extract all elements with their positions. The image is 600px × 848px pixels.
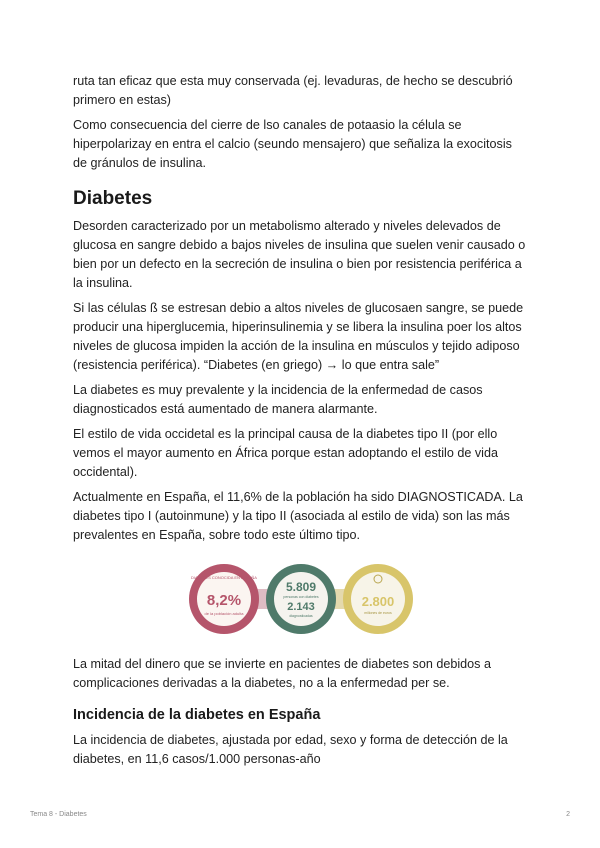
infographic-graphic [186, 561, 416, 637]
paragraph: La mitad del dinero que se invierte en pacientes de diabetes son debidos a complicaciones derivadas a la diabetes, no a la enfermedad per se. [73, 657, 491, 690]
cases-caption-a: personas con diabetes [282, 595, 319, 599]
paragraph: Si las células ß se estresan debio a altos niveles de glucosaen sangre, se puede producir una hiperglucemia, hiperinsulinemia y se libera la insulina poer los altos niveles de glucosa impiden la acción de la insulina en músculos y tejido adiposo (resistencia periférica). “Diabetes (en griego) → lo que entra sale” [73, 301, 524, 372]
paragraph: El estilo de vida occidetal es la principal causa de la diabetes tipo II (por ello vemos el mayor aumento en África porque estan adoptando el estilo de vida occidental). [73, 427, 498, 479]
page-footer [30, 811, 570, 818]
prevalence-caption-bottom: de la población adulta [204, 611, 243, 616]
paragraph: Como consecuencia del cierre de lso canales de potaasio la célula se hiperpolarizay en entra el calcio (seundo mensajero) que señaliza la exocitosis de gránulos de insulina. [73, 118, 512, 170]
cost-caption: millones de euros [363, 611, 392, 615]
section-title: Diabetes [73, 188, 153, 209]
cases-value-a: 5.809 [285, 580, 316, 594]
footer-title: Tema 8 - Diabetes [30, 811, 87, 818]
cases-value-b: 2.143 [286, 601, 315, 613]
prevalence-caption-top: DIABETES CONOCIDA EN ESPAÑA [190, 575, 257, 580]
cost-value: 2.800 [361, 594, 394, 609]
paragraph: Desorden caracterizado por un metabolismo alterado y niveles delevados de glucosa en sangre debido a bajos niveles de insulina que suelen venir causado o bien por un defecto en la secreción de insulina o bien por resistencia periférica a la insulina. [73, 219, 526, 290]
prevalence-value: 8,2% [206, 592, 241, 609]
page-number: 2 [566, 811, 570, 818]
infographic [186, 561, 416, 637]
paragraph: Actualmente en España, el 11,6% de la población ha sido DIAGNOSTICADA. La diabetes tipo I (autoinmune) y la tipo II (asociada al estilo de vida) son las más prevalentes en España, sobre todo este último tipo. [73, 490, 523, 542]
document-page [73, 72, 528, 775]
subsection-title: Incidencia de la diabetes en España [73, 707, 321, 723]
paragraph: La diabetes es muy prevalente y la incidencia de la enfermedad de casos diagnosticados está aumentado de manera alarmante. [73, 383, 483, 416]
cases-caption-b: diagnosticadas [288, 614, 313, 618]
paragraph: La incidencia de diabetes, ajustada por edad, sexo y forma de detección de la diabetes, en 11,6 casos/1.000 personas-año [73, 733, 508, 766]
paragraph: ruta tan eficaz que esta muy conservada (ej. levaduras, de hecho se descubrió primero en estas) [73, 74, 513, 107]
